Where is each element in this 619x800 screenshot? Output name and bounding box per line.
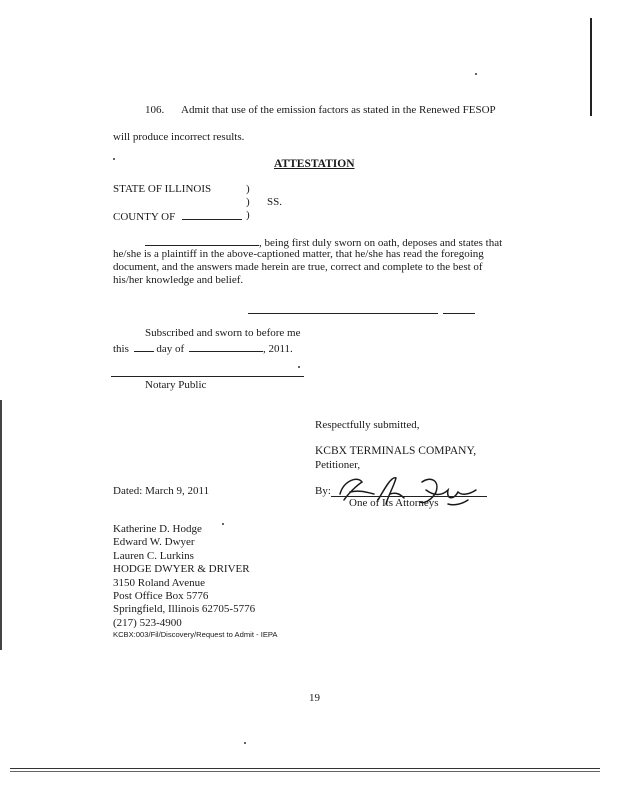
affiant-signature-line bbox=[443, 313, 475, 314]
county-blank bbox=[182, 209, 242, 220]
notary-label: Notary Public bbox=[145, 379, 207, 391]
oath-text: , being first duly sworn on oath, deposes and states that bbox=[259, 237, 503, 249]
petitioner-label: Petitioner, bbox=[315, 459, 361, 471]
ss-label: SS. bbox=[267, 196, 282, 208]
dated-line: Dated: March 9, 2011 bbox=[113, 485, 210, 497]
oath-line-4: his/her knowledge and belief. bbox=[113, 274, 244, 286]
by-label: By: bbox=[315, 485, 331, 497]
scan-speck bbox=[113, 158, 115, 160]
address-line: Springfield, Illinois 62705-5776 bbox=[113, 603, 256, 616]
affiant-signature-line bbox=[248, 313, 438, 314]
paren: ) bbox=[246, 196, 250, 208]
page-number: 19 bbox=[309, 692, 320, 704]
notary-signature-line bbox=[111, 376, 304, 377]
scan-speck bbox=[244, 742, 246, 744]
oath-line-3: document, and the answers made herein are true, correct and complete to the best of bbox=[113, 261, 483, 273]
state-label: STATE OF ILLINOIS bbox=[113, 183, 212, 195]
attestation-title: ATTESTATION bbox=[274, 158, 355, 170]
address-line: 3150 Roland Avenue bbox=[113, 576, 206, 589]
subscribed-line: Subscribed and sworn to before me bbox=[145, 327, 301, 339]
attorney-line: Edward W. Dwyer bbox=[113, 536, 195, 549]
scan-edge-mark bbox=[0, 400, 2, 650]
day-of: day of bbox=[156, 343, 185, 355]
phone-line: (217) 523-4900 bbox=[113, 616, 182, 629]
scan-speck bbox=[298, 366, 300, 368]
day-blank bbox=[134, 341, 154, 352]
page-bottom-rule bbox=[10, 768, 600, 769]
respectfully-submitted: Respectfully submitted, bbox=[315, 419, 420, 431]
company-name: KCBX TERMINALS COMPANY, bbox=[315, 445, 477, 457]
oath-line-1 bbox=[113, 235, 502, 249]
year-suffix: , 2011. bbox=[262, 343, 293, 355]
attorney-line: Lauren C. Lurkins bbox=[113, 549, 194, 562]
county-label: COUNTY OF bbox=[113, 211, 176, 223]
attorney-block bbox=[113, 523, 255, 630]
affiant-name-blank bbox=[145, 235, 259, 246]
county-line bbox=[113, 209, 242, 223]
oath-line-2: he/she is a plaintiff in the above-captioned matter, that he/she has read the foregoing bbox=[113, 248, 484, 260]
scan-edge-mark bbox=[590, 18, 592, 116]
paren: ) bbox=[246, 183, 250, 195]
date-line bbox=[113, 341, 293, 355]
scan-speck bbox=[475, 73, 477, 75]
address-line: Post Office Box 5776 bbox=[113, 590, 209, 603]
file-reference: KCBX:003/Fil/Discovery/Request to Admit - IEPA bbox=[113, 630, 278, 639]
paragraph-106-text: Admit that use of the emission factors as stated in the Renewed FESOP bbox=[181, 104, 496, 116]
paragraph-106-continuation: will produce incorrect results. bbox=[113, 131, 245, 143]
page-bottom-rule bbox=[10, 771, 600, 772]
one-of-attorneys: One of Its Attorneys bbox=[349, 497, 439, 509]
paren: ) bbox=[246, 209, 250, 221]
this-word: this bbox=[113, 343, 129, 355]
paragraph-106-number: 106. bbox=[145, 104, 165, 116]
attorney-line: Katherine D. Hodge bbox=[113, 523, 202, 535]
month-blank bbox=[189, 341, 263, 352]
firm-name: HODGE DWYER & DRIVER bbox=[113, 563, 250, 576]
